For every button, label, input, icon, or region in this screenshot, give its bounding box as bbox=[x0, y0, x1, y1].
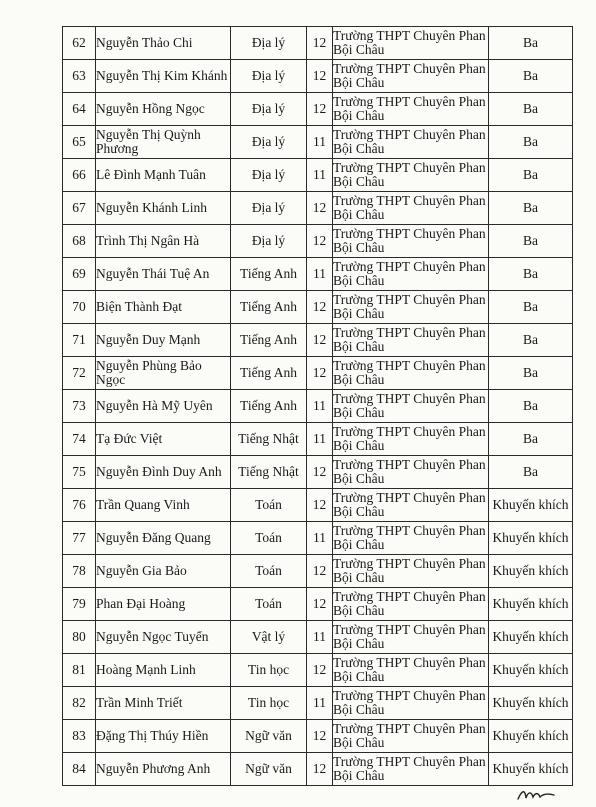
cell-subject: Tiếng Anh bbox=[231, 390, 307, 423]
cell-prize: Khuyến khích bbox=[489, 753, 573, 786]
cell-student-name: Nguyễn Thị Quỳnh Phương bbox=[96, 126, 231, 159]
cell-prize: Ba bbox=[489, 93, 573, 126]
cell-grade: 11 bbox=[307, 621, 333, 654]
table-row bbox=[63, 423, 573, 456]
cell-stt: 67 bbox=[63, 192, 96, 225]
cell-school: Trường THPT Chuyên Phan Bội Châu bbox=[333, 456, 489, 489]
cell-grade: 12 bbox=[307, 753, 333, 786]
cell-subject: Tin học bbox=[231, 687, 307, 720]
cell-school: Trường THPT Chuyên Phan Bội Châu bbox=[333, 357, 489, 390]
cell-school: Trường THPT Chuyên Phan Bội Châu bbox=[333, 720, 489, 753]
cell-subject: Tiếng Nhật bbox=[231, 456, 307, 489]
cell-grade: 12 bbox=[307, 27, 333, 60]
cell-stt: 83 bbox=[63, 720, 96, 753]
award-results-table bbox=[62, 26, 573, 786]
cell-subject: Địa lý bbox=[231, 27, 307, 60]
cell-student-name: Nguyễn Phùng Bảo Ngọc bbox=[96, 357, 231, 390]
cell-school: Trường THPT Chuyên Phan Bội Châu bbox=[333, 291, 489, 324]
cell-prize: Khuyến khích bbox=[489, 555, 573, 588]
cell-school: Trường THPT Chuyên Phan Bội Châu bbox=[333, 522, 489, 555]
cell-grade: 12 bbox=[307, 588, 333, 621]
table-row bbox=[63, 522, 573, 555]
cell-grade: 11 bbox=[307, 258, 333, 291]
cell-school: Trường THPT Chuyên Phan Bội Châu bbox=[333, 753, 489, 786]
table-row bbox=[63, 621, 573, 654]
cell-stt: 72 bbox=[63, 357, 96, 390]
table-row bbox=[63, 225, 573, 258]
cell-grade: 11 bbox=[307, 159, 333, 192]
cell-school: Trường THPT Chuyên Phan Bội Châu bbox=[333, 126, 489, 159]
cell-stt: 80 bbox=[63, 621, 96, 654]
cell-subject: Tiếng Nhật bbox=[231, 423, 307, 456]
cell-prize: Ba bbox=[489, 324, 573, 357]
cell-grade: 12 bbox=[307, 93, 333, 126]
cell-grade: 11 bbox=[307, 687, 333, 720]
table-row bbox=[63, 357, 573, 390]
cell-prize: Ba bbox=[489, 390, 573, 423]
cell-subject: Tiếng Anh bbox=[231, 291, 307, 324]
cell-student-name: Trần Minh Triết bbox=[96, 687, 231, 720]
cell-student-name: Tạ Đức Việt bbox=[96, 423, 231, 456]
cell-subject: Tin học bbox=[231, 654, 307, 687]
cell-subject: Ngữ văn bbox=[231, 720, 307, 753]
table-row bbox=[63, 456, 573, 489]
cell-student-name: Nguyễn Gia Bảo bbox=[96, 555, 231, 588]
cell-student-name: Hoàng Mạnh Linh bbox=[96, 654, 231, 687]
cell-school: Trường THPT Chuyên Phan Bội Châu bbox=[333, 687, 489, 720]
cell-stt: 68 bbox=[63, 225, 96, 258]
cell-stt: 75 bbox=[63, 456, 96, 489]
cell-stt: 66 bbox=[63, 159, 96, 192]
cell-subject: Toán bbox=[231, 588, 307, 621]
cell-grade: 12 bbox=[307, 291, 333, 324]
cell-school: Trường THPT Chuyên Phan Bội Châu bbox=[333, 324, 489, 357]
cell-grade: 11 bbox=[307, 423, 333, 456]
cell-subject: Địa lý bbox=[231, 93, 307, 126]
table-row bbox=[63, 60, 573, 93]
cell-stt: 70 bbox=[63, 291, 96, 324]
cell-student-name: Biện Thành Đạt bbox=[96, 291, 231, 324]
cell-subject: Tiếng Anh bbox=[231, 324, 307, 357]
table-row bbox=[63, 390, 573, 423]
cell-subject: Tiếng Anh bbox=[231, 258, 307, 291]
cell-student-name: Nguyễn Hồng Ngọc bbox=[96, 93, 231, 126]
cell-student-name: Phan Đại Hoàng bbox=[96, 588, 231, 621]
cell-school: Trường THPT Chuyên Phan Bội Châu bbox=[333, 555, 489, 588]
cell-stt: 82 bbox=[63, 687, 96, 720]
cell-grade: 12 bbox=[307, 720, 333, 753]
cell-stt: 63 bbox=[63, 60, 96, 93]
cell-school: Trường THPT Chuyên Phan Bội Châu bbox=[333, 93, 489, 126]
table-row bbox=[63, 720, 573, 753]
cell-student-name: Trần Quang Vinh bbox=[96, 489, 231, 522]
cell-subject: Toán bbox=[231, 489, 307, 522]
cell-stt: 77 bbox=[63, 522, 96, 555]
cell-prize: Ba bbox=[489, 258, 573, 291]
cell-grade: 12 bbox=[307, 324, 333, 357]
cell-grade: 12 bbox=[307, 60, 333, 93]
cell-grade: 11 bbox=[307, 126, 333, 159]
cell-grade: 12 bbox=[307, 654, 333, 687]
cell-prize: Ba bbox=[489, 357, 573, 390]
cell-stt: 73 bbox=[63, 390, 96, 423]
cell-prize: Ba bbox=[489, 60, 573, 93]
cell-student-name: Nguyễn Duy Mạnh bbox=[96, 324, 231, 357]
handwritten-signature bbox=[516, 786, 556, 802]
cell-grade: 12 bbox=[307, 489, 333, 522]
cell-student-name: Nguyễn Đình Duy Anh bbox=[96, 456, 231, 489]
cell-grade: 12 bbox=[307, 456, 333, 489]
cell-school: Trường THPT Chuyên Phan Bội Châu bbox=[333, 159, 489, 192]
cell-prize: Ba bbox=[489, 456, 573, 489]
cell-student-name: Nguyễn Thảo Chi bbox=[96, 27, 231, 60]
table-row bbox=[63, 93, 573, 126]
cell-prize: Ba bbox=[489, 159, 573, 192]
cell-subject: Tiếng Anh bbox=[231, 357, 307, 390]
cell-subject: Ngữ văn bbox=[231, 753, 307, 786]
cell-stt: 74 bbox=[63, 423, 96, 456]
table-row bbox=[63, 588, 573, 621]
cell-student-name: Lê Đình Mạnh Tuân bbox=[96, 159, 231, 192]
cell-stt: 81 bbox=[63, 654, 96, 687]
cell-prize: Ba bbox=[489, 225, 573, 258]
table-row bbox=[63, 291, 573, 324]
cell-prize: Khuyến khích bbox=[489, 621, 573, 654]
table-row bbox=[63, 654, 573, 687]
cell-subject: Địa lý bbox=[231, 159, 307, 192]
cell-student-name: Nguyễn Thái Tuệ An bbox=[96, 258, 231, 291]
cell-grade: 12 bbox=[307, 225, 333, 258]
table-row bbox=[63, 324, 573, 357]
cell-school: Trường THPT Chuyên Phan Bội Châu bbox=[333, 654, 489, 687]
cell-stt: 62 bbox=[63, 27, 96, 60]
cell-prize: Ba bbox=[489, 423, 573, 456]
cell-school: Trường THPT Chuyên Phan Bội Châu bbox=[333, 27, 489, 60]
cell-stt: 64 bbox=[63, 93, 96, 126]
cell-school: Trường THPT Chuyên Phan Bội Châu bbox=[333, 258, 489, 291]
cell-school: Trường THPT Chuyên Phan Bội Châu bbox=[333, 390, 489, 423]
cell-stt: 84 bbox=[63, 753, 96, 786]
cell-prize: Khuyến khích bbox=[489, 687, 573, 720]
cell-prize: Khuyến khích bbox=[489, 654, 573, 687]
cell-stt: 76 bbox=[63, 489, 96, 522]
table-row bbox=[63, 555, 573, 588]
cell-school: Trường THPT Chuyên Phan Bội Châu bbox=[333, 60, 489, 93]
cell-subject: Địa lý bbox=[231, 192, 307, 225]
cell-prize: Khuyến khích bbox=[489, 522, 573, 555]
cell-subject: Toán bbox=[231, 555, 307, 588]
table-row bbox=[63, 489, 573, 522]
cell-subject: Địa lý bbox=[231, 60, 307, 93]
cell-school: Trường THPT Chuyên Phan Bội Châu bbox=[333, 192, 489, 225]
table-body bbox=[63, 27, 573, 786]
cell-student-name: Nguyễn Phương Anh bbox=[96, 753, 231, 786]
cell-grade: 11 bbox=[307, 522, 333, 555]
cell-prize: Ba bbox=[489, 192, 573, 225]
cell-school: Trường THPT Chuyên Phan Bội Châu bbox=[333, 489, 489, 522]
cell-school: Trường THPT Chuyên Phan Bội Châu bbox=[333, 225, 489, 258]
cell-prize: Ba bbox=[489, 126, 573, 159]
cell-subject: Địa lý bbox=[231, 126, 307, 159]
cell-grade: 12 bbox=[307, 357, 333, 390]
table-row bbox=[63, 753, 573, 786]
cell-student-name: Nguyễn Đăng Quang bbox=[96, 522, 231, 555]
cell-stt: 71 bbox=[63, 324, 96, 357]
cell-school: Trường THPT Chuyên Phan Bội Châu bbox=[333, 588, 489, 621]
cell-prize: Ba bbox=[489, 291, 573, 324]
cell-student-name: Nguyễn Hà Mỹ Uyên bbox=[96, 390, 231, 423]
cell-subject: Vật lý bbox=[231, 621, 307, 654]
cell-stt: 65 bbox=[63, 126, 96, 159]
cell-student-name: Trình Thị Ngân Hà bbox=[96, 225, 231, 258]
table-row bbox=[63, 258, 573, 291]
cell-student-name: Nguyễn Ngọc Tuyển bbox=[96, 621, 231, 654]
cell-subject: Địa lý bbox=[231, 225, 307, 258]
cell-student-name: Nguyễn Khánh Linh bbox=[96, 192, 231, 225]
cell-stt: 78 bbox=[63, 555, 96, 588]
cell-grade: 12 bbox=[307, 555, 333, 588]
table-row bbox=[63, 126, 573, 159]
cell-student-name: Nguyễn Thị Kim Khánh bbox=[96, 60, 231, 93]
cell-school: Trường THPT Chuyên Phan Bội Châu bbox=[333, 423, 489, 456]
cell-prize: Khuyến khích bbox=[489, 489, 573, 522]
cell-grade: 12 bbox=[307, 192, 333, 225]
table-row bbox=[63, 687, 573, 720]
table-row bbox=[63, 159, 573, 192]
table-row bbox=[63, 27, 573, 60]
cell-school: Trường THPT Chuyên Phan Bội Châu bbox=[333, 621, 489, 654]
cell-stt: 69 bbox=[63, 258, 96, 291]
cell-grade: 11 bbox=[307, 390, 333, 423]
cell-prize: Ba bbox=[489, 27, 573, 60]
table-row bbox=[63, 192, 573, 225]
cell-prize: Khuyến khích bbox=[489, 720, 573, 753]
cell-prize: Khuyến khích bbox=[489, 588, 573, 621]
cell-stt: 79 bbox=[63, 588, 96, 621]
cell-student-name: Đặng Thị Thúy Hiền bbox=[96, 720, 231, 753]
cell-subject: Toán bbox=[231, 522, 307, 555]
